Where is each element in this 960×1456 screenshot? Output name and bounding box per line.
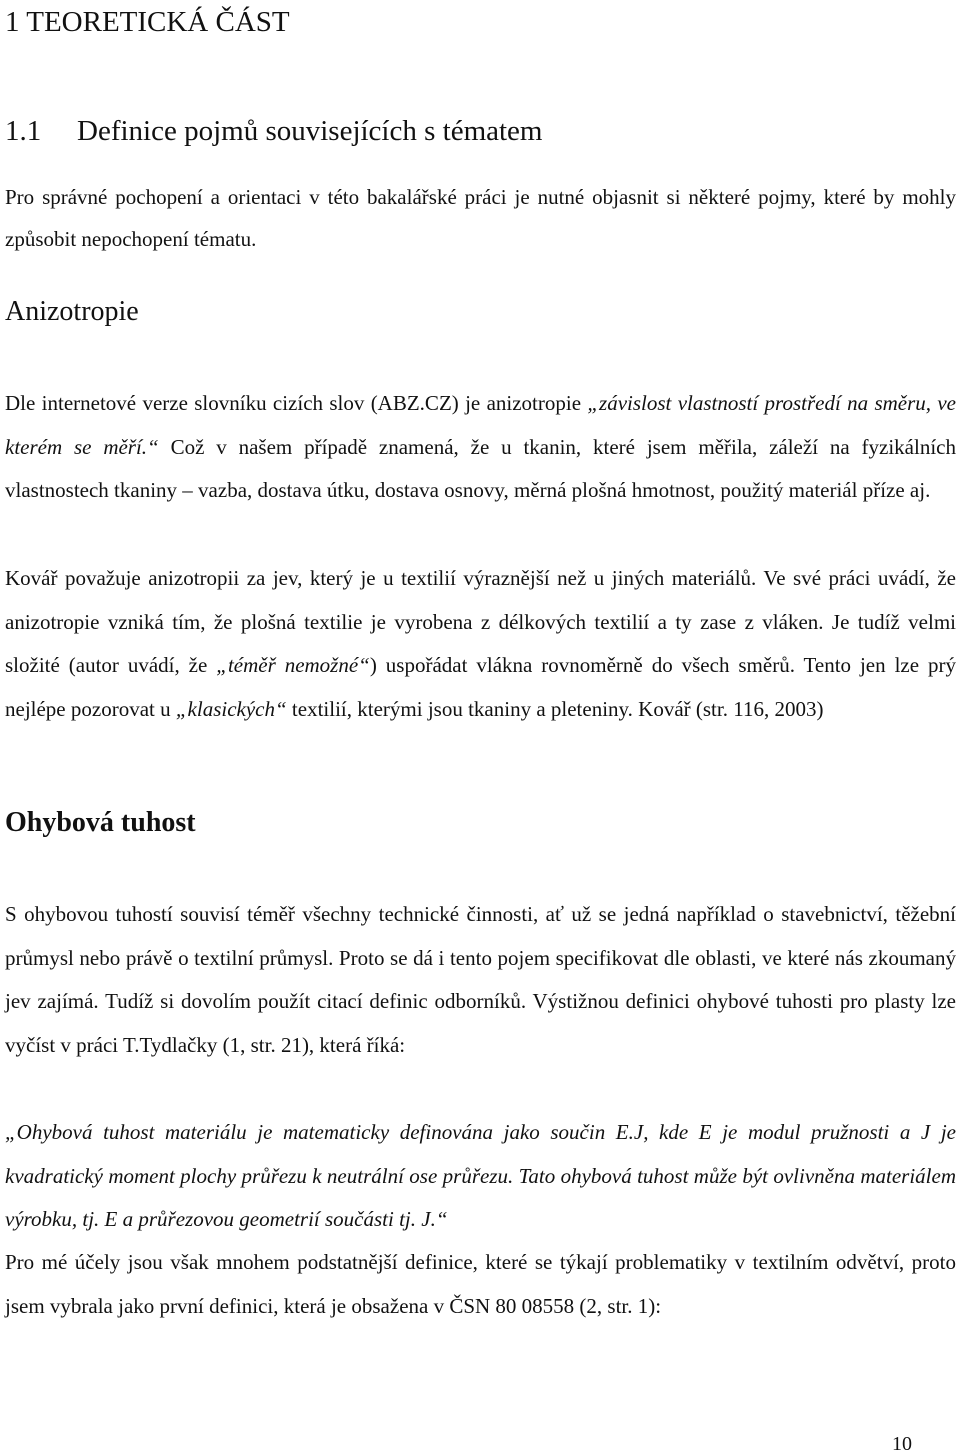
- section-title: Definice pojmů souvisejících s tématem: [77, 115, 543, 147]
- page-number: 10: [892, 1433, 912, 1455]
- anizotropie-p2-text-c: textilií, kterými jsou tkaniny a pleteniny. Kovář (str. 116, 2003): [286, 696, 824, 721]
- ohybova-definition-quote: „Ohybová tuhost materiálu je matematicky definována jako součin E.J, kde E je modul pružnosti a J je kvadratický moment plochy průřezu k neutrální ose průřezu. Tato ohybová tuhost může být ovlivněna materiálem výrobku, tj. E a průřezovou geometrií součásti tj. J.“: [5, 1120, 956, 1231]
- intro-paragraph: Pro správné pochopení a orientaci v této bakalářské práci je nutné objasnit si některé pojmy, které by mohly způsobit nepochopení tématu.: [5, 185, 956, 251]
- anizotropie-p1-text-b: Což v našem případě znamená, že u tkanin, které jsem měřila, záleží na fyzikálních vlastnostech tkaniny – vazba, dostava útku, dostava osnovy, měrná plošná hmotnost, použitý materiál příze aj.: [5, 434, 956, 502]
- anizotropie-paragraph-1: [5, 382, 956, 513]
- anizotropie-p2-text-a: Kovář považuje anizotropii za jev, který je u textilií výraznější než u jiných materiálů. Ve své práci uvádí, že anizotropie vzniká tím, že plošná textilie je vyrobena z délkových textilií a ty zase z vláken. Je tudíž velmi složité (autor uvádí, že: [5, 566, 956, 677]
- ohybova-paragraph-1: S ohybovou tuhostí souvisí téměř všechny technické činnosti, ať už se jedná například o stavebnictví, těžební průmysl nebo právě o textilní průmysl. Proto se dá i tento pojem specifikovat dle oblasti, ve které nás zkoumaný jev zajímá. Tudíž si dovolím použít citací definic odborníků. Výstižnou definici ohybové tuhosti pro plasty lze vyčíst v práci T.Tydlačky (1, str. 21), která říká:: [5, 902, 956, 1057]
- ohybova-paragraph-2: Pro mé účely jsou však mnohem podstatnější definice, které se týkají problematiky v textilním odvětví, proto jsem vybrala jako první definici, která je obsažena v ČSN 80 08558 (2, str. 1):: [5, 1250, 956, 1318]
- heading-anizotropie: Anizotropie: [5, 296, 139, 327]
- chapter-title: 1 TEORETICKÁ ČÁST: [5, 6, 290, 38]
- anizotropie-p2-text-b: ) uspořádat vlákna rovnoměrně do všech směrů. Tento jen lze prý nejlépe pozorovat u: [5, 653, 956, 721]
- quote-klasickych: „klasických“: [175, 696, 287, 721]
- section-heading: [5, 114, 956, 148]
- quote-temer-nemozne: „téměř nemožné“: [216, 653, 370, 677]
- anizotropie-p1-text-a: Dle internetové verze slovníku cizích slov (ABZ.CZ) je anizotropie: [5, 391, 588, 415]
- heading-ohybova-tuhost: Ohybová tuhost: [5, 807, 196, 838]
- anizotropie-paragraph-2: [5, 557, 956, 731]
- section-number: 1.1: [5, 115, 42, 147]
- anizotropie-definition-quote: „závislost vlastností prostředí na směru, ve kterém se měří.“: [5, 391, 956, 459]
